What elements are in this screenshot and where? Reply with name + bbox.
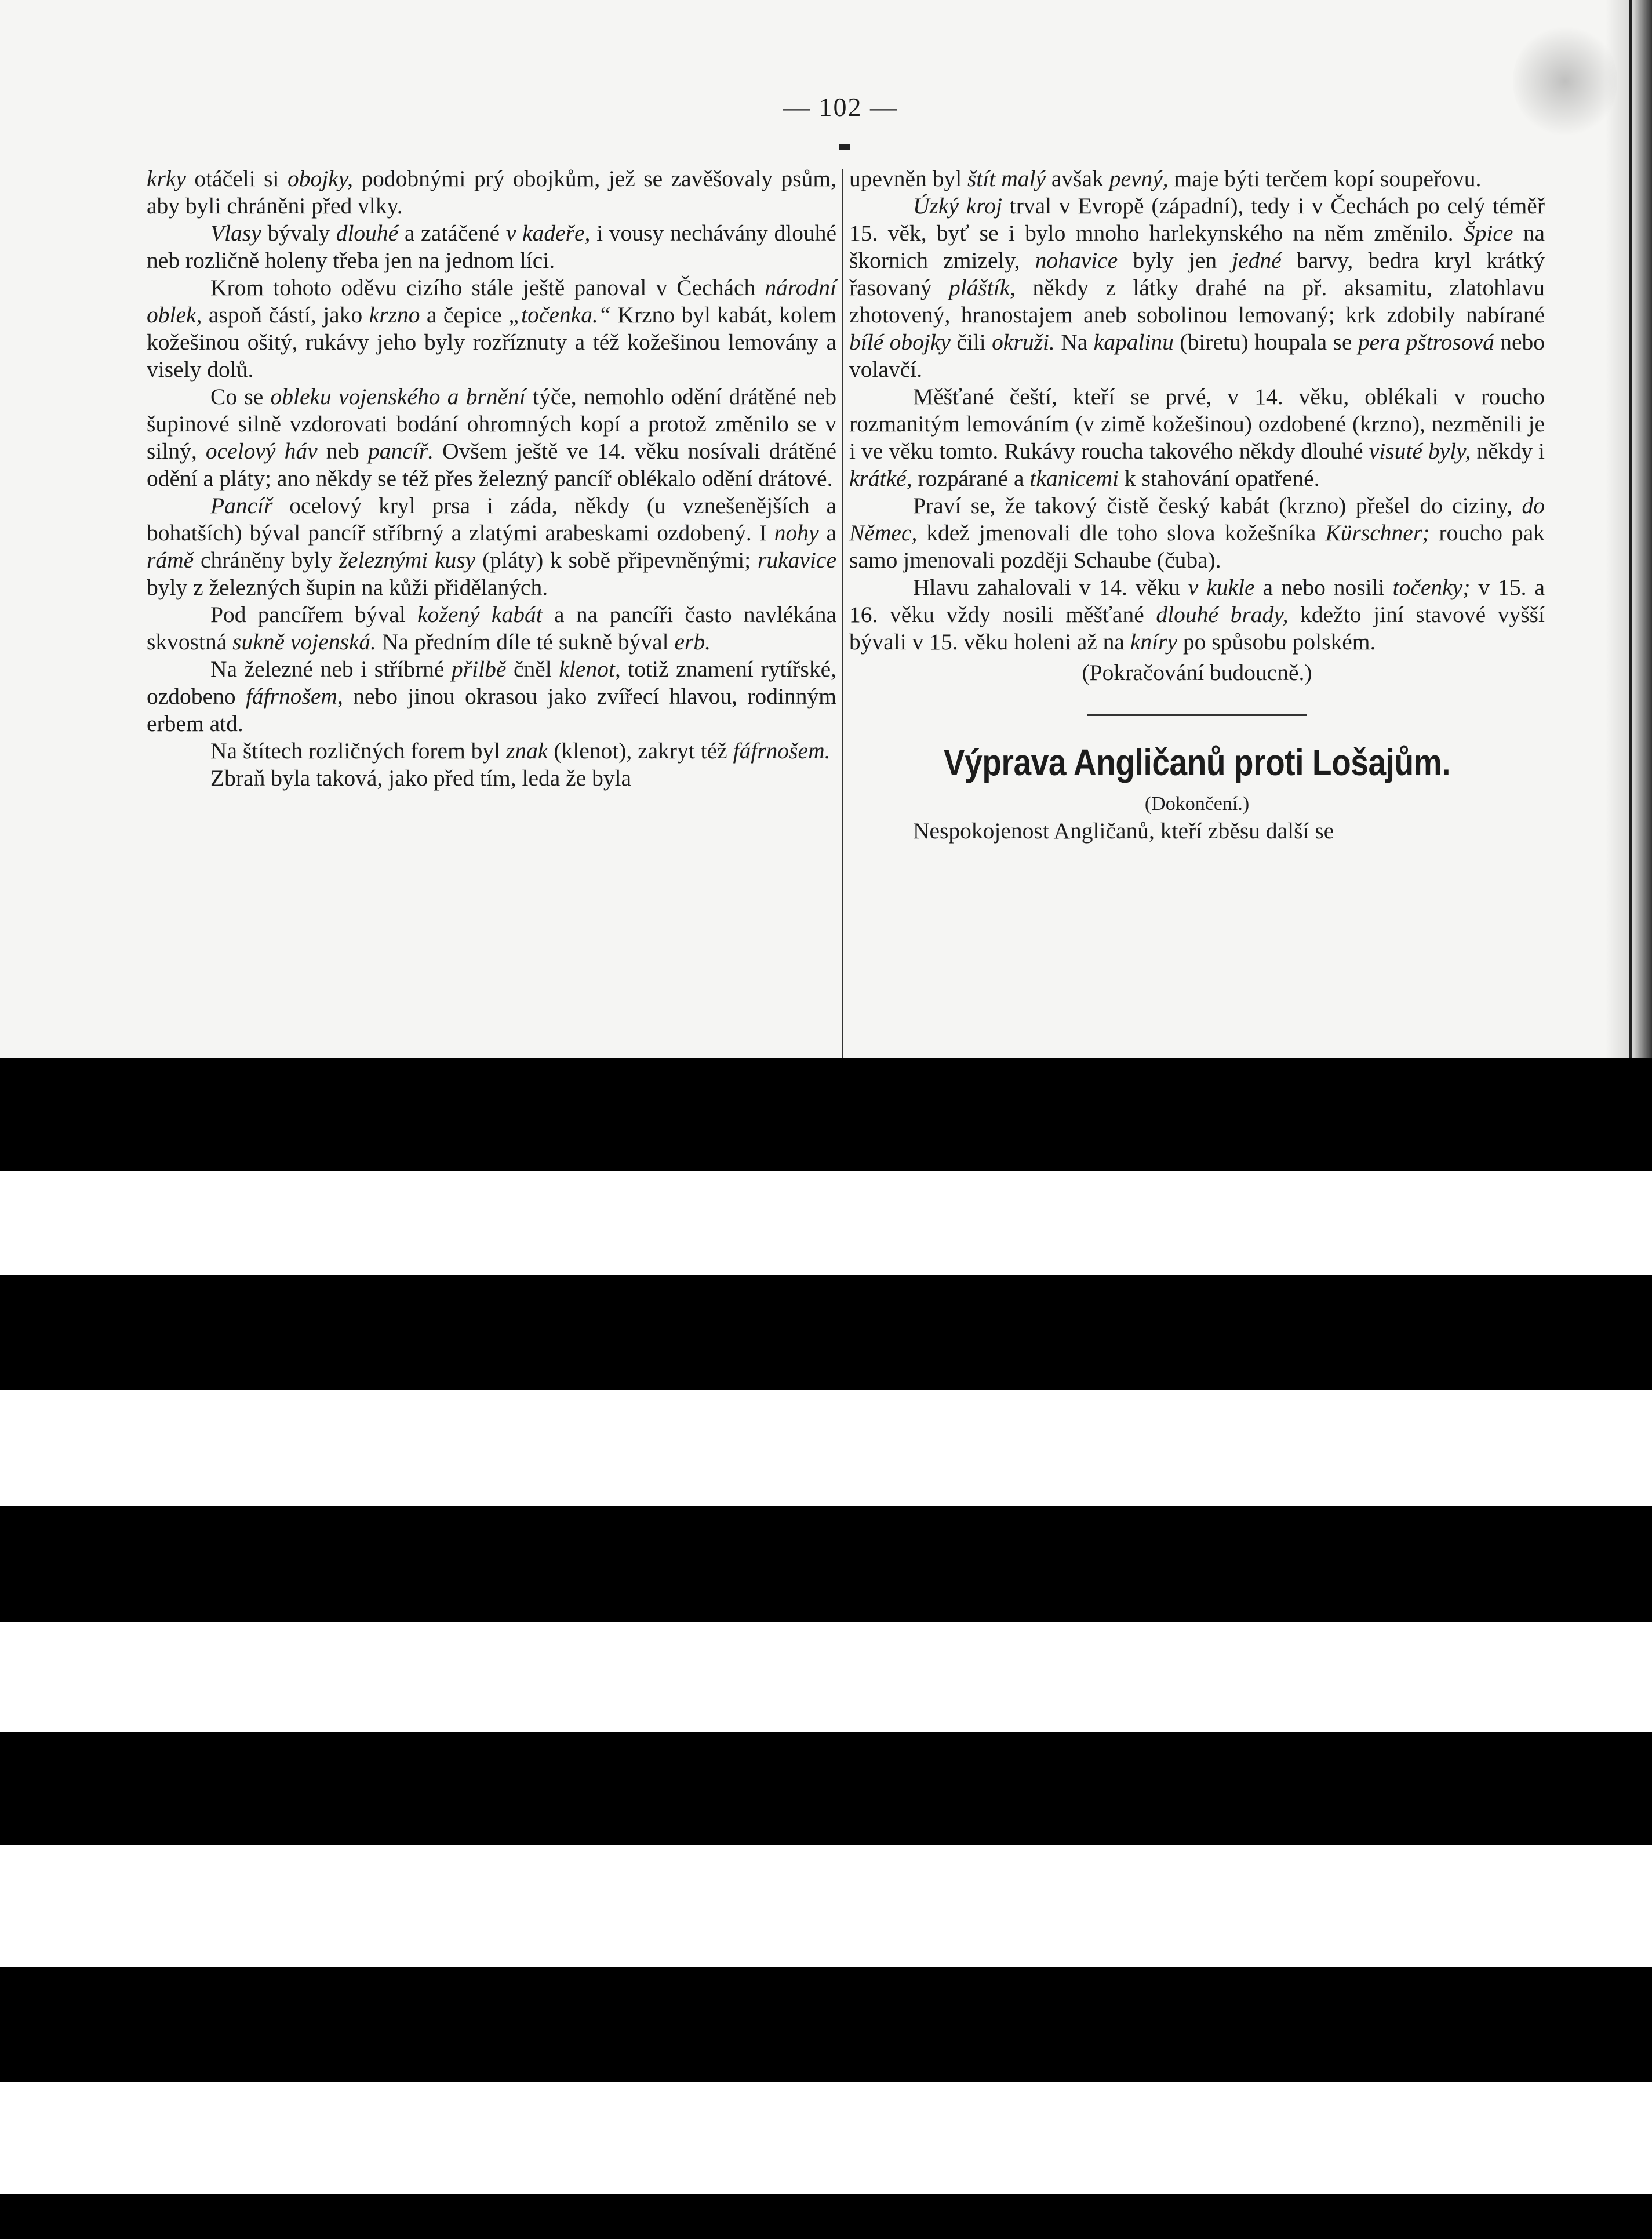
text-run: k stahování opatřené. xyxy=(1118,466,1320,491)
black-stripe xyxy=(0,1058,1652,1171)
right-paragraph xyxy=(849,192,1545,383)
italic-term: dlouhé xyxy=(336,220,399,246)
text-run: Praví se, že takový čistě český kabát (krzno) přešel do ciziny, xyxy=(913,493,1522,518)
text-run: avšak xyxy=(1046,166,1109,191)
text-run: čili xyxy=(950,329,992,355)
italic-term: krzno xyxy=(369,302,420,328)
right-paragraph xyxy=(849,574,1545,656)
text-run: a xyxy=(818,520,836,546)
continuation-note: (Pokračování budoucně.) xyxy=(1082,660,1312,685)
text-run: barvy, bedra kryl krátký řasovaný xyxy=(849,248,1545,300)
text-run: (pláty) k sobě připevněnými; xyxy=(475,547,758,573)
left-paragraph xyxy=(147,492,836,601)
text-run: (klenot), zakryt též xyxy=(548,738,733,764)
text-run: a čepice xyxy=(420,302,509,328)
text-run: maje býti terčem kopí soupeřovu. xyxy=(1168,166,1482,191)
left-paragraph xyxy=(147,383,836,492)
italic-term: fáfrnošem, xyxy=(245,684,343,709)
italic-term: Vlasy xyxy=(210,220,261,246)
italic-term: v kukle xyxy=(1188,575,1255,600)
column-rule xyxy=(842,169,843,1058)
left-paragraph xyxy=(147,220,836,274)
text-run: Měšťané čeští, kteří se prvé, v 14. věku, oblékali v roucho rozmanitým lemováním (v zimě kožešinou) ozdobené (krzno), nezměnili je i ve věku tomto. Rukávy roucha takového někdy dlouhé xyxy=(849,384,1545,464)
text-run: někdy i xyxy=(1471,438,1545,464)
italic-term: točenky; xyxy=(1392,575,1471,600)
text-run: Na předním díle té sukně býval xyxy=(376,629,675,655)
italic-term: kožený kabát xyxy=(417,602,543,627)
left-paragraph xyxy=(147,656,836,737)
italic-term: erb. xyxy=(674,629,711,655)
text-run: a zatáčené xyxy=(398,220,506,246)
italic-term: kapalinu xyxy=(1093,329,1174,355)
text-run: roucho pak samo jmenovali později Schaube (čuba). xyxy=(849,520,1545,573)
italic-term: nohy xyxy=(774,520,819,546)
italic-term: bílé obojky xyxy=(849,329,951,355)
text-run: Na xyxy=(1054,329,1094,355)
italic-term: pera pštrosová xyxy=(1358,329,1494,355)
italic-term: znak xyxy=(506,738,548,764)
right-column xyxy=(849,165,1545,845)
italic-term: v kadeře, xyxy=(505,220,591,246)
text-run: nebo volavčí. xyxy=(849,329,1545,382)
italic-term: rukavice xyxy=(758,547,836,573)
italic-term: jedné xyxy=(1232,248,1282,273)
black-stripe xyxy=(0,2194,1652,2239)
text-run: otáčeli si xyxy=(185,166,288,191)
left-paragraph xyxy=(147,765,836,792)
right-column-paragraphs xyxy=(849,165,1545,656)
text-run: Krzno byl kabát, kolem kožešinou ošitý, rukávy jeho byly rozříznuty a též kožešinou lemovány a visely dolů. xyxy=(147,302,836,382)
text-run: nebo jinou okrasou jako zvířecí hlavou, rodinným erbem atd. xyxy=(147,684,836,736)
italic-term: okruži. xyxy=(992,329,1055,355)
text-run: Pod pancířem býval xyxy=(210,602,418,627)
left-paragraph xyxy=(147,737,836,765)
article-title: Výprava Angličanů proti Lošajům. xyxy=(943,742,1451,783)
italic-term: obojky, xyxy=(287,166,353,191)
text-run: totiž znamení rytířské, ozdobeno xyxy=(147,656,836,709)
text-run: Na železné neb i stříbrné xyxy=(210,656,452,682)
text-run: v 15. a 16. věku vždy nosili měšťané xyxy=(849,575,1545,627)
text-run: aspoň částí, jako xyxy=(202,302,369,328)
italic-term: Pancíř xyxy=(210,493,273,518)
italic-term: Špice xyxy=(1463,220,1513,246)
text-run: chráněny byly xyxy=(194,547,339,573)
italic-term: štít malý xyxy=(967,166,1046,191)
text-run: trval v Evropě (západní), tedy i v Čechách po celý téměř 15. věk, byť se i bylo mnoho harlekynského na něm změnilo. xyxy=(849,193,1545,246)
text-run: někdy z látky drahé na př. aksamitu, zlatohlavu zhotovený, hranostajem aneb sobolinou lemovaný; krk zdobily nabírané xyxy=(849,275,1545,328)
text-run: kdežto jiní stavové vyšší bývali v 15. věku holeni až na xyxy=(849,602,1545,655)
italic-term: železnými kusy xyxy=(339,547,476,573)
italic-term: fáfrnošem. xyxy=(733,738,831,764)
text-run: byly z železných šupin na kůži přidělaných. xyxy=(147,575,548,600)
text-run: podobnými prý obojkům, jež se zavěšovaly psům, aby byli chráněni před vlky. xyxy=(147,166,836,219)
text-run: čněl xyxy=(506,656,559,682)
black-stripe xyxy=(0,1506,1652,1622)
italic-term: národní oblek, xyxy=(147,275,836,328)
italic-term: tkanicemi xyxy=(1029,466,1119,491)
left-paragraph xyxy=(147,165,836,220)
page-number: — 102 — xyxy=(783,92,898,122)
left-paragraph xyxy=(147,274,836,383)
text-run: i vousy nechávány dlouhé neb rozličně holeny třeba jen na jednom líci. xyxy=(147,220,836,273)
text-run: rozpárané a xyxy=(912,466,1030,491)
text-run: Ovšem ještě ve 14. věku nosívali drátěné odění a pláty; ano někdy se též přes železný pancíř oblékalo odění drátové. xyxy=(147,438,836,491)
italic-term: Úzký kroj xyxy=(913,193,1002,219)
text-run: Hlavu zahalovali v 14. věku xyxy=(913,575,1188,600)
left-column xyxy=(147,165,836,792)
italic-term: visuté byly, xyxy=(1369,438,1471,464)
text-run: bývaly xyxy=(261,220,336,246)
italic-term: sukně vojenská. xyxy=(232,629,377,655)
scan-edge-line xyxy=(1629,0,1632,1058)
italic-term: krky xyxy=(147,166,186,191)
article-first-line-text: Nespokojenost Angličanů, kteří zběsu další se xyxy=(913,818,1334,844)
scan-smudge xyxy=(1513,23,1617,139)
left-paragraph xyxy=(147,601,836,656)
text-run: Na štítech rozličných forem byl xyxy=(210,738,507,764)
italic-term: pláštík, xyxy=(948,275,1016,300)
italic-term: ocelový háv xyxy=(205,438,318,464)
black-stripe xyxy=(0,1732,1652,1845)
right-paragraph xyxy=(849,165,1545,192)
scanned-page xyxy=(0,0,1652,1058)
italic-term: do Němec, xyxy=(849,493,1545,546)
italic-term: Kürschner; xyxy=(1325,520,1430,546)
italic-term: přilbě xyxy=(452,656,507,682)
italic-term: krátké, xyxy=(849,466,912,491)
text-run: Co se xyxy=(210,384,271,409)
black-stripe xyxy=(0,1967,1652,2082)
italic-term: obleku vojenského a brnění xyxy=(270,384,526,409)
text-run: upevněn byl xyxy=(849,166,968,191)
italic-term: dlouhé brady, xyxy=(1156,602,1289,627)
right-paragraph xyxy=(849,492,1545,574)
text-run: Zbraň byla taková, jako před tím, leda že byla xyxy=(210,765,632,791)
text-run: a nebo nosili xyxy=(1254,575,1393,600)
italic-term: pancíř. xyxy=(367,438,434,464)
text-run: a na pancíři často navlékána skvostná xyxy=(147,602,836,655)
ink-mark xyxy=(839,144,850,150)
black-stripe xyxy=(0,1275,1652,1390)
text-run: Krom tohoto oděvu cizího stále ještě panoval v Čechách xyxy=(210,275,765,300)
italic-term: rámě xyxy=(147,547,194,573)
text-run: (biretu) houpala se xyxy=(1173,329,1358,355)
italic-term: pevný, xyxy=(1109,166,1169,191)
italic-term: „točenka.“ xyxy=(508,302,611,328)
italic-term: kníry xyxy=(1130,629,1178,655)
text-run: neb xyxy=(317,438,368,464)
text-run: po spůsobu polském. xyxy=(1177,629,1376,655)
section-separator xyxy=(1087,714,1307,716)
article-first-line xyxy=(849,817,1545,845)
text-run: ocelový kryl prsa i záda, někdy (u vznešenějších a bohatších) býval pancíř stříbrný a zlatými arabeskami ozdobený. I xyxy=(147,493,836,546)
text-run: byly jen xyxy=(1118,248,1232,273)
text-run: týče, nemohlo odění drátěné neb šupinové silně vzdorovati bodání ohromných kopí a protož změnilo se v silný, xyxy=(147,384,837,464)
right-paragraph xyxy=(849,383,1545,492)
text-run: na škornich zmizely, xyxy=(849,220,1545,273)
article-subtitle: (Dokončení.) xyxy=(1144,793,1250,815)
text-run: kdež jmenovali dle toho slova kožešníka xyxy=(917,520,1326,546)
italic-term: nohavice xyxy=(1035,248,1118,273)
italic-term: klenot, xyxy=(559,656,621,682)
